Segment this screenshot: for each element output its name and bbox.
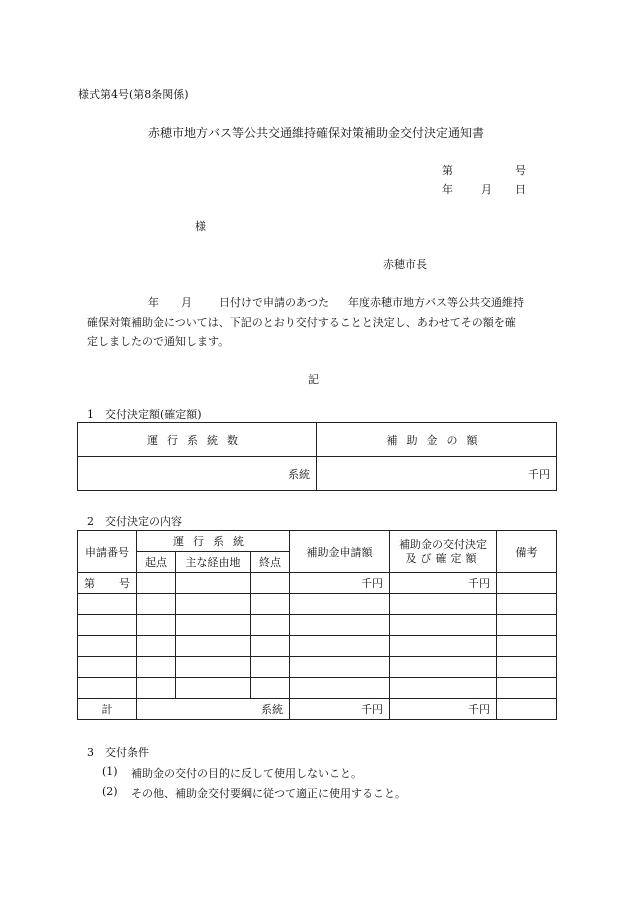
h-start: 起点 xyxy=(137,552,176,573)
section1-table xyxy=(77,422,557,491)
ref-go: 号 xyxy=(515,164,526,177)
total-applied-unit: 千円 xyxy=(290,699,390,720)
body-line2: 確保対策補助金については、下記のとおり交付することと決定し、あわせてその額を確 xyxy=(87,316,516,329)
h-route: 運行系統 xyxy=(137,531,290,552)
table-row xyxy=(78,636,557,657)
ref-tsuki: 月 xyxy=(481,183,492,196)
table-row xyxy=(78,615,557,636)
total-label: 計 xyxy=(78,699,137,720)
total-decided-unit: 千円 xyxy=(390,699,497,720)
s1-unit-amount: 千円 xyxy=(317,457,557,491)
table-row xyxy=(78,678,557,699)
section1-heading: 1 交付決定額(確定額) xyxy=(87,408,202,421)
body-tsuki: 月 xyxy=(181,296,192,309)
section2-table xyxy=(77,530,557,720)
h-applied: 補助金申請額 xyxy=(290,531,390,573)
row1-decided-unit: 千円 xyxy=(390,573,497,594)
section2-heading: 2 交付決定の内容 xyxy=(87,515,182,528)
ki-label: 記 xyxy=(308,373,319,386)
h-notes: 備考 xyxy=(497,531,557,573)
ref-hi: 日 xyxy=(515,183,526,196)
table-row xyxy=(78,594,557,615)
section3-heading: 3 交付条件 xyxy=(87,746,149,759)
body-line1-tail: 年度赤穂市地方バス等公共交通維持 xyxy=(348,296,524,309)
h-decided-1: 補助金の交付決定 xyxy=(399,537,487,551)
condition-2-text: その他、補助金交付要綱に従つて適正に使用すること。 xyxy=(131,787,406,800)
recipient-suffix: 様 xyxy=(195,220,206,233)
total-row xyxy=(78,699,557,720)
body-line1: 日付けで申請のあつた xyxy=(219,296,329,309)
condition-2-num: (2) xyxy=(102,785,118,798)
s1-col-routes: 運行系統数 xyxy=(78,423,317,457)
row1-number xyxy=(78,573,137,594)
ref-nen: 年 xyxy=(442,183,453,196)
condition-1-num: (1) xyxy=(102,765,118,778)
body-nen: 年 xyxy=(148,296,159,309)
h-decided-2: 及び確定額 xyxy=(405,551,481,565)
form-label: 様式第4号(第8条関係) xyxy=(78,88,189,101)
table-row xyxy=(78,573,557,594)
body-line3: 定しましたので通知します。 xyxy=(87,335,230,348)
ref-dai: 第 xyxy=(442,164,453,177)
condition-1-text: 補助金の交付の目的に反して使用しないこと。 xyxy=(131,767,362,780)
row1-dai: 第 xyxy=(84,577,95,590)
row1-go: 号 xyxy=(119,577,130,590)
h-number: 申請番号 xyxy=(78,531,137,573)
s1-unit-routes: 系統 xyxy=(78,457,317,491)
table-row xyxy=(78,657,557,678)
h-via: 主な経由地 xyxy=(176,552,251,573)
h-end: 終点 xyxy=(251,552,290,573)
s1-col-amount: 補助金の額 xyxy=(317,423,557,457)
total-routes-unit: 系統 xyxy=(137,699,290,720)
h-decided xyxy=(390,531,497,573)
sender: 赤穂市長 xyxy=(383,258,427,271)
row1-applied-unit: 千円 xyxy=(290,573,390,594)
document-title: 赤穂市地方バス等公共交通維持確保対策補助金交付決定通知書 xyxy=(148,126,485,140)
